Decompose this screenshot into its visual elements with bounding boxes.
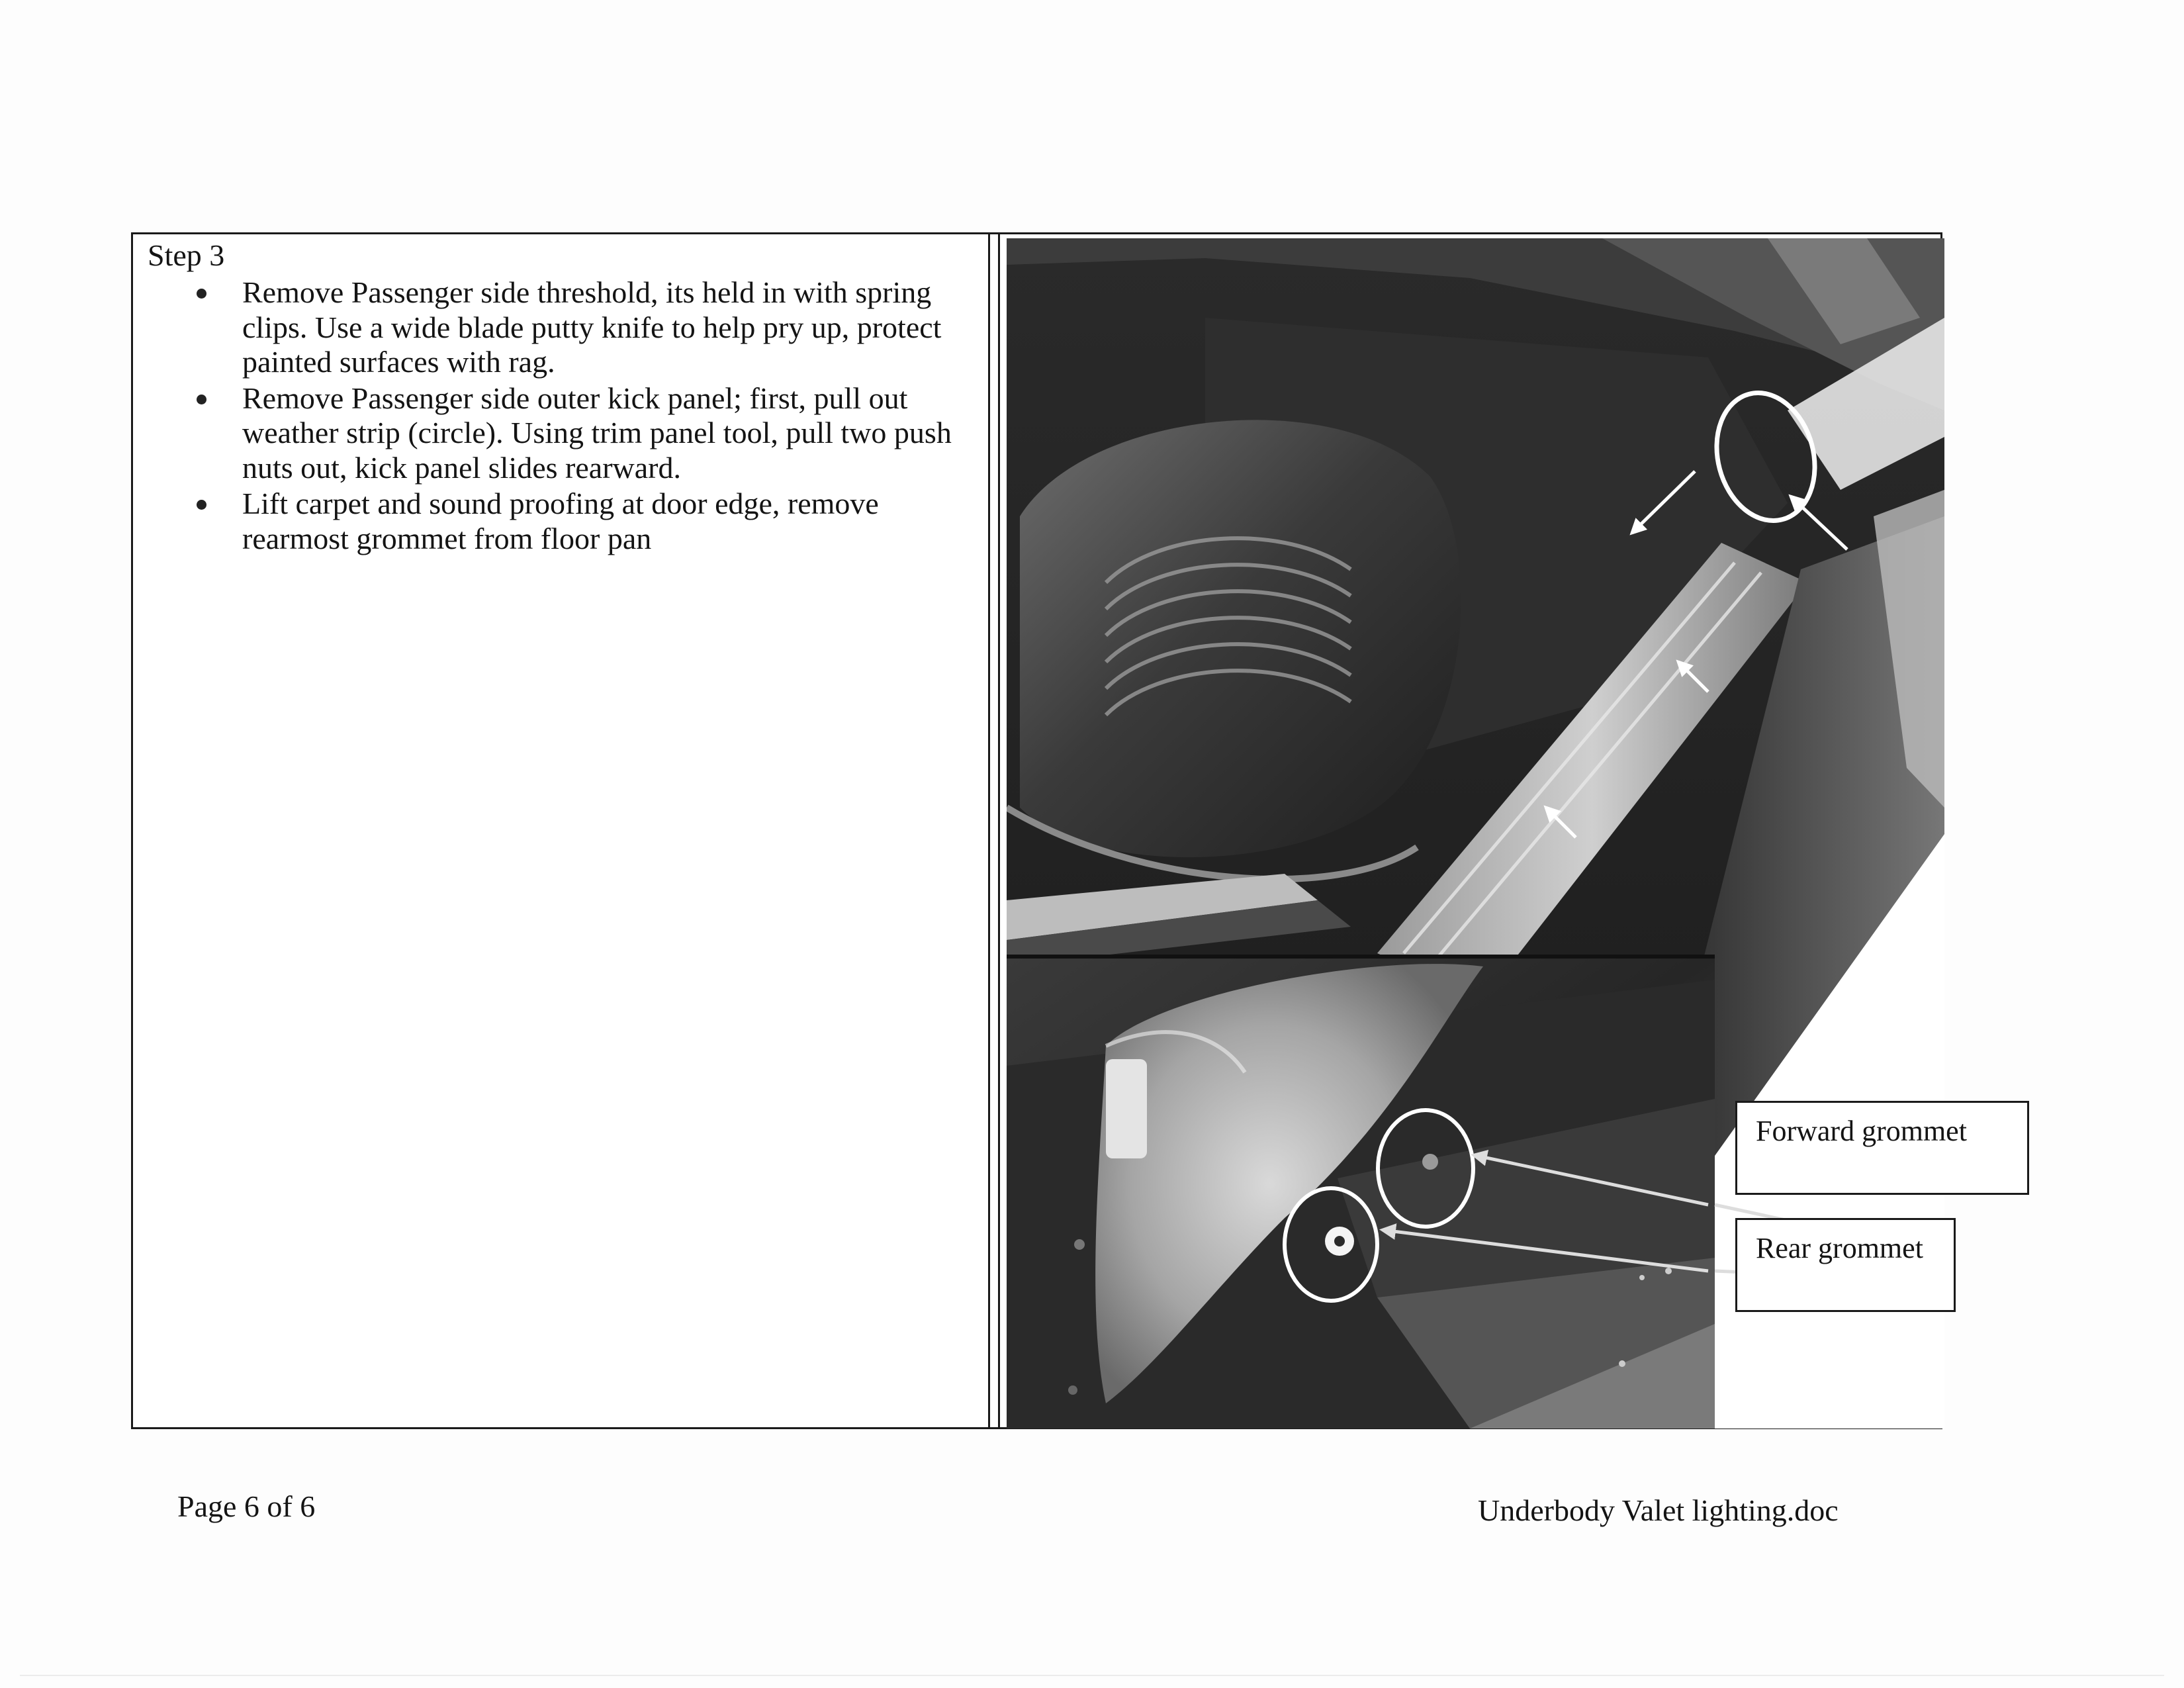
instruction-item <box>148 381 983 486</box>
instruction-item <box>148 275 983 380</box>
instruction-text: Lift carpet and sound proofing at door edge, remove rearmost grommet from floor pan <box>242 487 879 555</box>
scan-edge-line <box>20 1675 2164 1676</box>
instruction-list <box>148 275 987 556</box>
instruction-item <box>148 487 983 556</box>
rear-grommet-text: Rear grommet <box>1756 1232 1923 1264</box>
document-filename: Underbody Valet lighting.doc <box>1478 1493 1839 1527</box>
inset-photo <box>1007 955 1715 1429</box>
seat-shape <box>1020 420 1461 857</box>
forward-grommet-label <box>1735 1101 2029 1195</box>
step-title: Step 3 <box>148 238 225 272</box>
bullet-icon <box>197 289 206 299</box>
instruction-text: Remove Passenger side outer kick panel; first, pull out weather strip (circle). Using trim panel tool, pull two push nuts out, kick panel slides rearward. <box>242 381 952 485</box>
forward-grommet-text: Forward grommet <box>1756 1115 1967 1147</box>
rear-grommet-label <box>1735 1218 1956 1312</box>
page-number: Page 6 of 6 <box>177 1489 316 1523</box>
cell-divider <box>988 234 990 1427</box>
instruction-text: Remove Passenger side threshold, its held in with spring clips. Use a wide blade putty knife to help pry up, protect painted surfaces with rag. <box>242 275 942 379</box>
instructions-cell <box>133 234 987 1427</box>
bullet-icon <box>197 395 206 404</box>
cell-divider <box>998 234 1000 1427</box>
bullet-icon <box>197 500 206 510</box>
step-table <box>131 232 1942 1429</box>
